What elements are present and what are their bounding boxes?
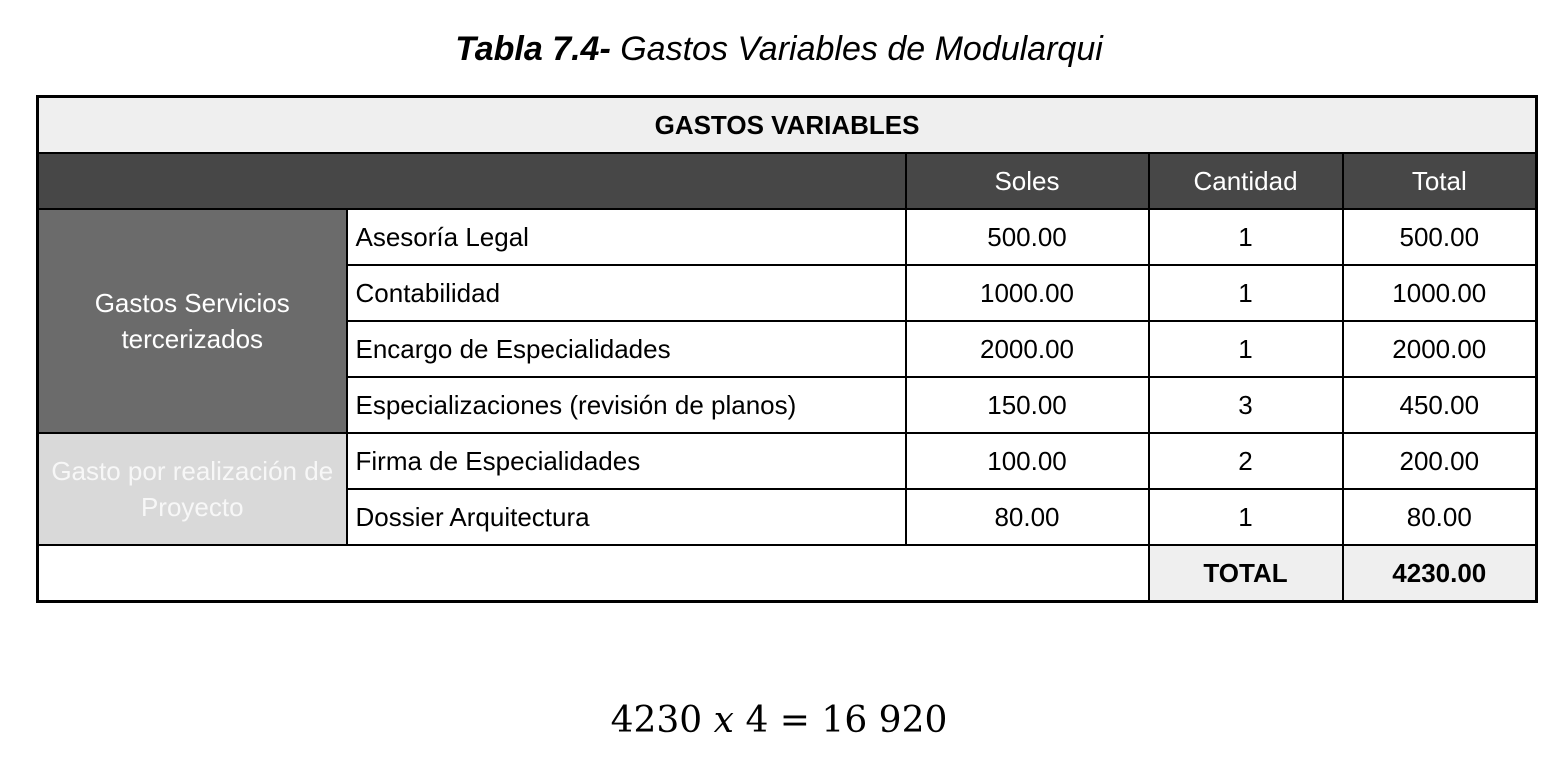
table-total-row [38,545,1537,602]
table-row [38,433,1537,489]
total-value: 4230.00 [1343,545,1537,602]
equation-left: 4230 [610,700,703,741]
row-total: 500.00 [1343,209,1537,265]
row-cantidad: 3 [1149,377,1343,433]
row-cantidad: 1 [1149,321,1343,377]
total-row-blank [38,545,1149,602]
row-concepto: Dossier Arquitectura [347,489,906,545]
header-cantidad: Cantidad [1149,153,1343,209]
row-total: 80.00 [1343,489,1537,545]
caption-number: Tabla 7.4- [455,30,611,68]
row-cantidad: 2 [1149,433,1343,489]
table-header-row [38,153,1537,209]
row-concepto: Firma de Especialidades [347,433,906,489]
row-total: 2000.00 [1343,321,1537,377]
row-cantidad: 1 [1149,209,1343,265]
caption-text: Gastos Variables de Modularqui [610,30,1103,68]
equation-equals: = [779,700,810,741]
row-soles: 80.00 [906,489,1149,545]
header-blank [38,153,906,209]
row-concepto: Encargo de Especialidades [347,321,906,377]
equation-result: 16 920 [821,700,948,741]
row-cantidad: 1 [1149,265,1343,321]
row-concepto: Contabilidad [347,265,906,321]
row-cantidad: 1 [1149,489,1343,545]
group-label-proyecto: Gasto por realización de Proyecto [38,433,347,545]
row-concepto: Especializaciones (revisión de planos) [347,377,906,433]
equation-operator: x [713,700,734,741]
row-soles: 150.00 [906,377,1149,433]
table-title: GASTOS VARIABLES [38,97,1537,154]
row-soles: 100.00 [906,433,1149,489]
table-row [38,209,1537,265]
header-total: Total [1343,153,1537,209]
row-soles: 2000.00 [906,321,1149,377]
annual-equation [0,698,1558,744]
equation-factor: 4 [745,700,769,741]
row-soles: 1000.00 [906,265,1149,321]
row-total: 1000.00 [1343,265,1537,321]
table-caption [0,24,1558,74]
table-title-row [38,97,1537,154]
group-label-servicios: Gastos Servicios tercerizados [38,209,347,433]
row-concepto: Asesoría Legal [347,209,906,265]
gastos-variables-table [36,95,1538,603]
header-soles: Soles [906,153,1149,209]
row-soles: 500.00 [906,209,1149,265]
total-label: TOTAL [1149,545,1343,602]
row-total: 200.00 [1343,433,1537,489]
row-total: 450.00 [1343,377,1537,433]
